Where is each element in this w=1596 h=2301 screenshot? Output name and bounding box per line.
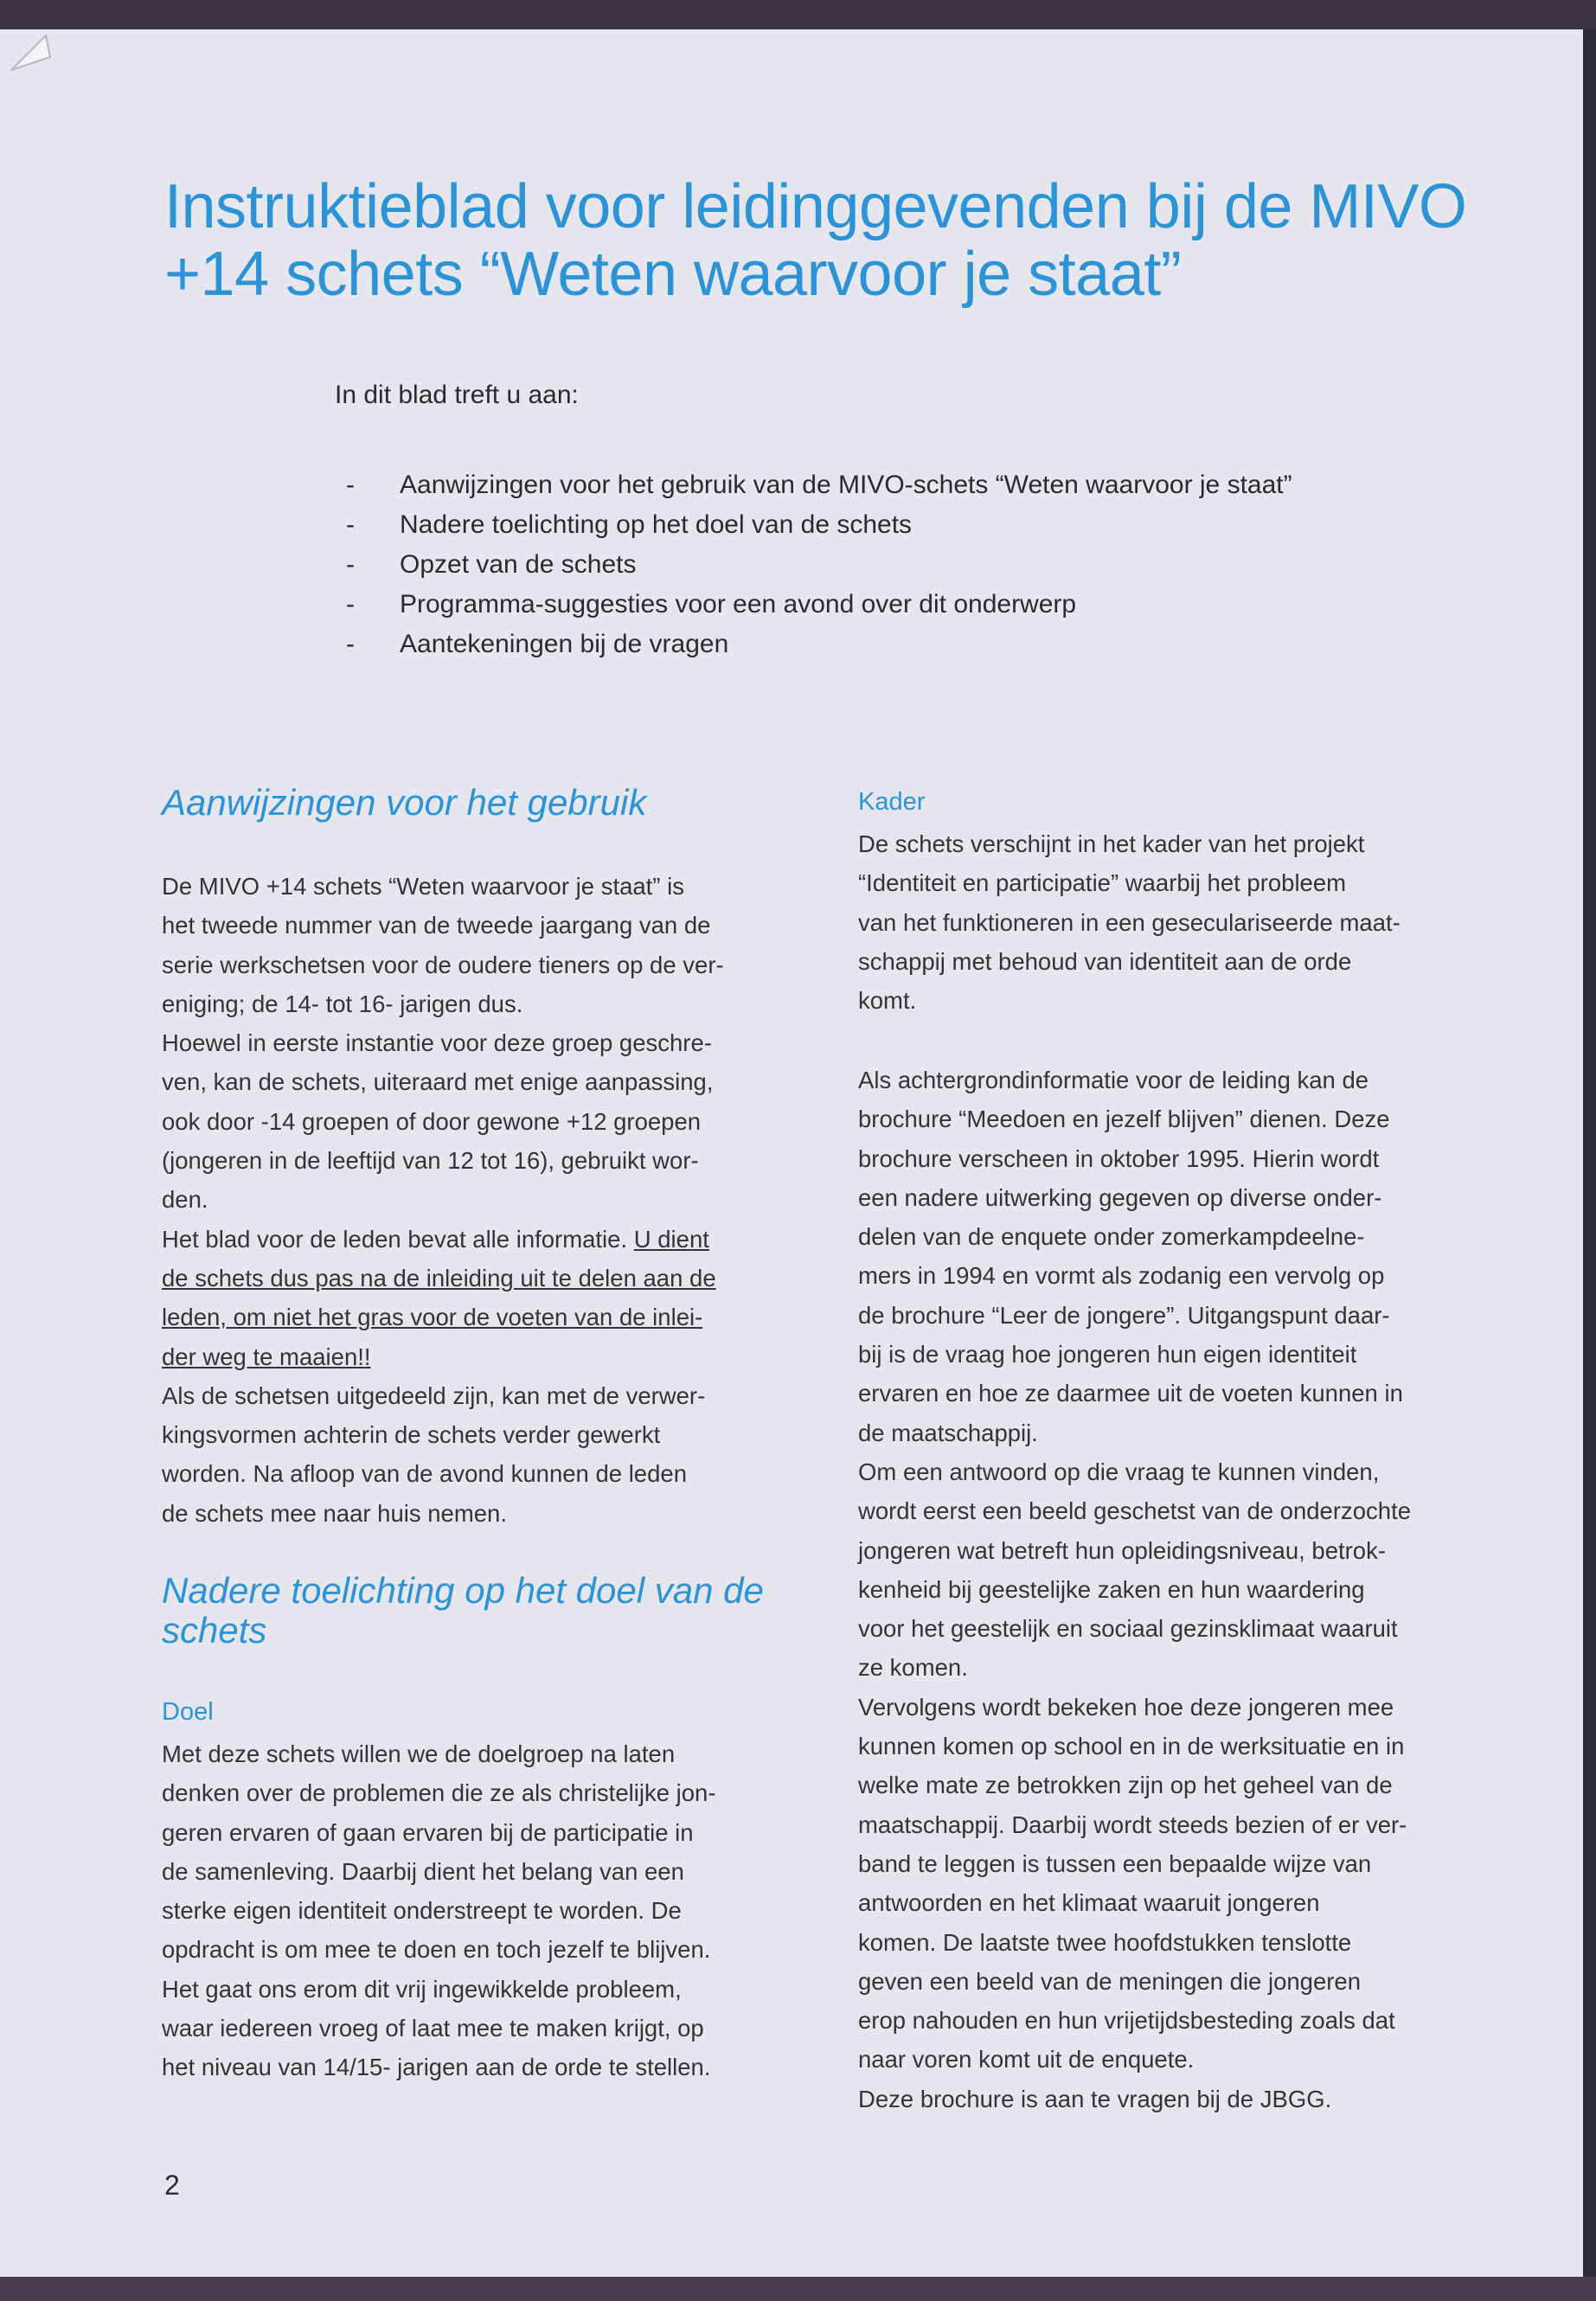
text-line	[858, 1609, 1411, 1648]
dash-bullet: -	[346, 510, 355, 539]
text-line	[162, 984, 724, 1023]
text-line	[162, 906, 724, 945]
page-title	[164, 173, 1466, 308]
text-line	[858, 1844, 1411, 1883]
line-text: Met deze schets willen we de doelgroep na laten	[162, 1740, 676, 1767]
text-line	[858, 1727, 1411, 1766]
contents-item-label: Opzet van de schets	[400, 550, 637, 579]
line-text: komt.	[858, 987, 917, 1015]
text-line	[858, 824, 1401, 863]
line-text: jongeren wat betreft hun opleidingsniveau, betrok-	[858, 1536, 1386, 1564]
intro-text: In dit blad treft u aan:	[335, 381, 579, 409]
contents-item-label: Aantekeningen bij de vragen	[400, 630, 729, 658]
dash-bullet: -	[346, 471, 355, 499]
usage-paragraph	[162, 867, 724, 1533]
text-line	[858, 2001, 1411, 2040]
line-text: denken over de problemen die ze als christelijke jon-	[162, 1779, 716, 1807]
line-text: de brochure “Leer de jongere”. Uitgangspunt daar-	[858, 1301, 1390, 1329]
line-text: serie werkschetsen voor de oudere tieners op de ver-	[162, 951, 724, 978]
page-number: 2	[164, 2170, 180, 2201]
line-text: geven een beeld van de meningen die jongeren	[858, 1967, 1362, 1995]
text-line	[162, 1415, 724, 1454]
line-text: Deze brochure is aan te vragen bij de JBGG.	[858, 2085, 1332, 2112]
line-text: Als de schetsen uitgedeeld zijn, kan met de verwer-	[162, 1381, 706, 1409]
contents-list	[346, 465, 1292, 664]
contents-item-label: Programma-suggesties voor een avond over dit onderwerp	[400, 590, 1077, 619]
line-text: een nadere uitwerking gegeven op diverse onder-	[858, 1183, 1382, 1211]
line-text: brochure “Meedoen en jezelf blijven” dienen. Deze	[858, 1106, 1390, 1133]
title-line: Instruktieblad voor leidinggevenden bij de MIVO	[164, 172, 1467, 241]
text-line	[858, 1962, 1411, 2001]
text-line	[858, 1531, 1411, 1570]
text-line	[162, 1062, 724, 1101]
text-line	[162, 1970, 716, 2009]
text-line	[858, 1923, 1411, 1962]
text-line	[162, 1454, 724, 1493]
text-line	[162, 1337, 724, 1376]
text-line	[858, 1805, 1411, 1844]
text-line	[162, 1102, 724, 1141]
line-text: ze komen.	[858, 1654, 968, 1682]
text-line	[162, 1891, 716, 1930]
text-line	[858, 981, 1401, 1020]
text-line	[858, 1452, 1411, 1491]
line-text: mers in 1994 en vormt als zodanig een vervolg op	[858, 1262, 1385, 1290]
text-line	[858, 1374, 1411, 1413]
line-text: De MIVO +14 schets “Weten waarvoor je staat” is	[162, 873, 684, 900]
text-line	[858, 942, 1401, 981]
text-line	[858, 1178, 1411, 1217]
text-line	[162, 1023, 724, 1062]
text-line	[858, 1061, 1411, 1099]
line-text: de samenleving. Daarbij dient het belang van een	[162, 1857, 684, 1885]
scan-top-border	[0, 0, 1596, 29]
line-text: Vervolgens wordt bekeken hoe deze jongeren mee	[858, 1693, 1394, 1721]
line-text: voor het geestelijk en sociaal gezinsklimaat waaruit	[858, 1615, 1398, 1643]
line-text: De schets verschijnt in het kader van het projekt	[858, 830, 1365, 857]
line-text: Het blad voor de leden bevat alle informatie.	[162, 1225, 634, 1253]
text-line	[858, 1570, 1411, 1609]
line-text: bij is de vraag hoe jongeren hun eigen identiteit	[858, 1341, 1357, 1368]
line-text: ven, kan de schets, uiteraard met enige aanpassing,	[162, 1068, 714, 1096]
line-text: Als achtergrondinformatie voor de leiding kan de	[858, 1067, 1369, 1093]
purpose-paragraph	[162, 1734, 716, 2087]
text-line	[162, 2048, 716, 2086]
text-line	[162, 1773, 716, 1812]
text-line	[858, 1413, 1411, 1452]
line-text: Het gaat ons erom dit vrij ingewikkelde probleem,	[162, 1975, 682, 2003]
dash-bullet: -	[346, 590, 355, 619]
text-line	[162, 1298, 724, 1336]
line-text: welke mate ze betrokken zijn op het geheel van de	[858, 1772, 1393, 1799]
line-text: den.	[162, 1186, 208, 1214]
underlined-text: der weg te maaien!!	[162, 1343, 371, 1370]
text-line	[858, 1491, 1411, 1530]
line-text: schappij met behoud van identiteit aan de orde	[858, 947, 1352, 975]
underlined-text: leden, om niet het gras voor de voeten van de inlei-	[162, 1304, 703, 1331]
text-line	[162, 1220, 724, 1259]
text-line	[162, 1930, 716, 1969]
line-text: komen. De laatste twee hoofdstukken tenslotte	[858, 1928, 1352, 1956]
line-text: waar iedereen vroeg of laat mee te maken krijgt, op	[162, 2015, 704, 2042]
dash-bullet: -	[346, 550, 355, 579]
line-text: maatschappij. Daarbij wordt steeds bezien of er ver-	[858, 1811, 1407, 1838]
text-line	[162, 1376, 724, 1415]
text-line	[858, 2080, 1411, 2118]
heading-line: Nadere toelichting op het doel van de	[162, 1570, 764, 1611]
folded-corner-icon	[7, 31, 59, 74]
text-line	[858, 1648, 1411, 1687]
line-text: worden. Na afloop van de avond kunnen de leden	[162, 1460, 687, 1488]
contents-item	[346, 585, 1292, 625]
title-line: +14 schets “Weten waarvoor je staat”	[164, 240, 1182, 309]
line-text: naar voren komt uit de enquete.	[858, 2046, 1195, 2073]
line-text: Hoewel in eerste instantie voor deze groep geschre-	[162, 1029, 712, 1057]
line-text: sterke eigen identiteit onderstreept te worden. De	[162, 1897, 682, 1925]
text-line	[858, 863, 1401, 902]
contents-item-label: Nadere toelichting op het doel van de schets	[400, 510, 913, 539]
text-line	[858, 1883, 1411, 1922]
text-line	[858, 1766, 1411, 1804]
subheading-kader: Kader	[858, 788, 926, 816]
line-text: kenheid bij geestelijke zaken en hun waardering	[858, 1575, 1365, 1603]
contents-item	[346, 545, 1292, 585]
contents-item-label: Aanwijzingen voor het gebruik van de MIVO-schets “Weten waarvoor je staat”	[400, 471, 1292, 499]
subheading-doel: Doel	[162, 1698, 214, 1726]
line-text: kingsvormen achterin de schets verder gewerkt	[162, 1421, 661, 1449]
kader-paragraph	[858, 824, 1401, 1020]
text-line	[162, 1259, 724, 1298]
section-heading-usage: Aanwijzingen voor het gebruik	[162, 782, 647, 823]
line-text: wordt eerst een beeld geschetst van de onderzochte	[858, 1497, 1412, 1525]
text-line	[162, 867, 724, 906]
text-line	[858, 1335, 1411, 1374]
text-line	[162, 1734, 716, 1773]
text-line	[162, 1494, 724, 1533]
background-paragraph	[858, 1061, 1411, 2118]
line-text: ervaren en hoe ze daarmee uit de voeten kunnen in	[858, 1380, 1403, 1407]
line-text: “Identiteit en participatie” waarbij het probleem	[858, 869, 1347, 897]
text-line	[858, 1139, 1411, 1178]
line-text: erop nahouden en hun vrijetijdsbesteding zoals dat	[858, 2007, 1395, 2035]
line-text: het niveau van 14/15- jarigen aan de orde te stellen.	[162, 2054, 711, 2081]
text-line	[162, 1813, 716, 1852]
line-text: het tweede nummer van de tweede jaargang van de	[162, 912, 711, 939]
text-line	[858, 1099, 1411, 1138]
text-line	[858, 2040, 1411, 2079]
line-text: de maatschappij.	[858, 1419, 1038, 1446]
text-line	[162, 945, 724, 984]
line-text: geren ervaren of gaan ervaren bij de participatie in	[162, 1818, 694, 1846]
scan-bottom-border	[0, 2277, 1596, 2301]
line-text: de schets mee naar huis nemen.	[162, 1499, 507, 1527]
line-text: kunnen komen op school en in de werksituatie en in	[858, 1733, 1405, 1760]
line-text: antwoorden en het klimaat waaruit jongeren	[858, 1889, 1320, 1917]
text-line	[162, 2009, 716, 2048]
contents-item	[346, 505, 1292, 545]
text-line	[858, 1688, 1411, 1727]
heading-line: schets	[162, 1610, 267, 1650]
line-text: brochure verscheen in oktober 1995. Hierin wordt	[858, 1144, 1380, 1172]
text-line	[162, 1141, 724, 1180]
line-text: opdracht is om mee te doen en toch jezelf te blijven.	[162, 1936, 711, 1964]
underlined-text: U dient	[633, 1225, 709, 1253]
contents-item	[346, 625, 1292, 664]
text-line	[858, 903, 1401, 942]
line-text: eniging; de 14- tot 16- jarigen dus.	[162, 990, 523, 1017]
text-line	[858, 1296, 1411, 1335]
line-text: van het funktioneren in een geseculariseerde maat-	[858, 908, 1401, 936]
line-text: Om een antwoord op die vraag te kunnen vinden,	[858, 1458, 1380, 1485]
text-line	[162, 1852, 716, 1891]
line-text: band te leggen is tussen een bepaalde wijze van	[858, 1849, 1372, 1877]
contents-item	[346, 465, 1292, 505]
text-line	[858, 1256, 1411, 1295]
underlined-text: de schets dus pas na de inleiding uit te delen aan de	[162, 1264, 716, 1292]
dash-bullet: -	[346, 630, 355, 658]
line-text: (jongeren in de leeftijd van 12 tot 16), gebruikt wor-	[162, 1147, 699, 1175]
scan-right-border	[1583, 29, 1596, 2277]
line-text: delen van de enquete onder zomerkampdeelne-	[858, 1223, 1365, 1251]
section-heading-purpose	[162, 1571, 764, 1650]
line-text: ook door -14 groepen of door gewone +12 groepen	[162, 1107, 702, 1135]
text-line	[162, 1180, 724, 1219]
text-line	[858, 1217, 1411, 1256]
